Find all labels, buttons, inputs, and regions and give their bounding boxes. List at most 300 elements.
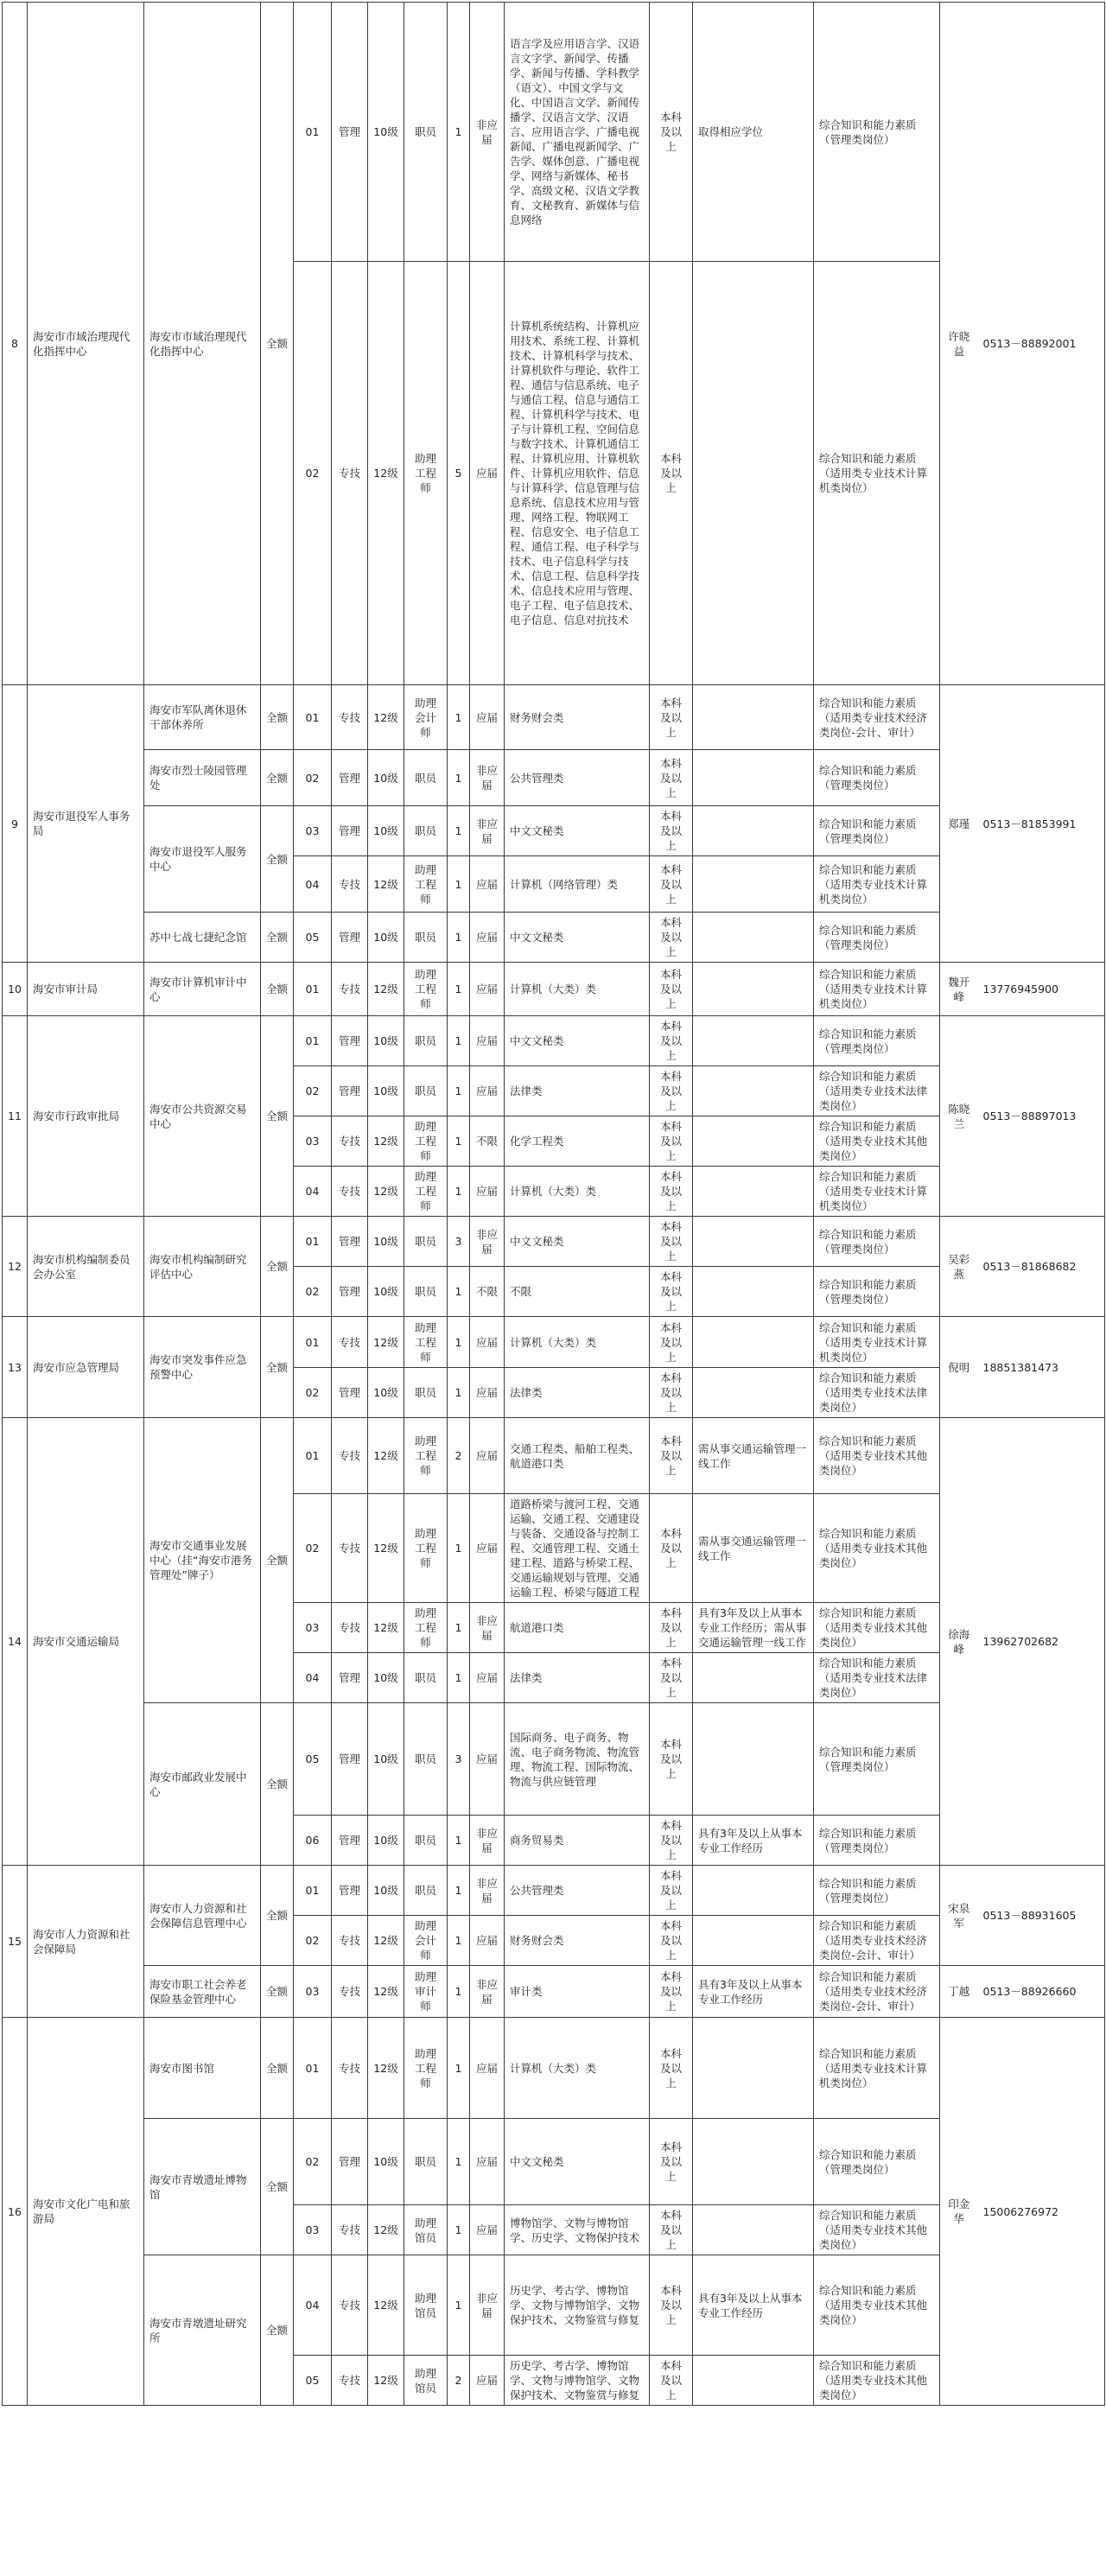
- category-cell: 管理: [332, 1217, 368, 1267]
- other-cell: [693, 963, 814, 1016]
- position-code-cell: 03: [294, 806, 332, 856]
- other-cell: [693, 1653, 814, 1703]
- title-cell: 职员: [404, 1016, 448, 1066]
- title-cell: 助理馆员: [404, 2356, 448, 2406]
- exam-cell: 综合知识和能力素质（管理类岗位）: [814, 1016, 940, 1066]
- major-cell: 审计类: [505, 1966, 650, 2018]
- category-cell: 管理: [332, 3, 368, 262]
- graduate-cell: 应届: [470, 685, 505, 750]
- title-cell: 职员: [404, 1816, 448, 1866]
- graduate-cell: 应届: [470, 963, 505, 1016]
- category-cell: 管理: [332, 750, 368, 806]
- position-code-cell: 03: [294, 1966, 332, 2018]
- unit-cell: 海安市青墩遗址博物馆: [144, 2119, 261, 2255]
- unit-cell: 海安市公共资源交易中心: [144, 1016, 261, 1217]
- grade-cell: 10级: [368, 913, 404, 963]
- major-cell: 中文文秘类: [505, 1217, 650, 1267]
- major-cell: 计算机（网络管理）类: [505, 856, 650, 913]
- contact-cell: 吴彩燕: [940, 1217, 978, 1317]
- major-cell: 化学工程类: [505, 1116, 650, 1167]
- exam-cell: 综合知识和能力素质（适用类专业技术经济类岗位-会计、审计）: [814, 1966, 940, 2018]
- position-code-cell: 02: [294, 1368, 332, 1418]
- table-row: [3, 913, 1105, 963]
- education-cell: 本科及以上: [650, 1816, 693, 1866]
- category-cell: 管理: [332, 1016, 368, 1066]
- seq-cell: 12: [3, 1217, 28, 1317]
- graduate-cell: 非应届: [470, 3, 505, 262]
- count-cell: 1: [448, 1016, 470, 1066]
- funding-cell: 全额: [261, 3, 294, 685]
- graduate-cell: 应届: [470, 1703, 505, 1816]
- category-cell: 管理: [332, 1703, 368, 1816]
- position-code-cell: 01: [294, 3, 332, 262]
- exam-cell: 综合知识和能力素质（适用类专业技术其他类岗位）: [814, 1116, 940, 1167]
- other-cell: 具有3年及以上从事本专业工作经历: [693, 1816, 814, 1866]
- exam-cell: 综合知识和能力素质（适用类专业技术其他类岗位）: [814, 2255, 940, 2356]
- category-cell: 专技: [332, 1966, 368, 2018]
- count-cell: 1: [448, 806, 470, 856]
- grade-cell: 10级: [368, 2119, 404, 2205]
- funding-cell: 全额: [261, 963, 294, 1016]
- major-cell: 财务财会类: [505, 685, 650, 750]
- exam-cell: 综合知识和能力素质（适用类专业技术经济类岗位-会计、审计）: [814, 1916, 940, 1966]
- unit-cell: 海安市军队离休退休干部休养所: [144, 685, 261, 750]
- seq-cell: 15: [3, 1866, 28, 2018]
- category-cell: 专技: [332, 1916, 368, 1966]
- funding-cell: 全额: [261, 913, 294, 963]
- title-cell: 助理工程师: [404, 963, 448, 1016]
- funding-cell: 全额: [261, 2119, 294, 2255]
- table-row: [3, 1866, 1105, 1916]
- title-cell: 职员: [404, 806, 448, 856]
- position-code-cell: 04: [294, 1167, 332, 1217]
- exam-cell: 综合知识和能力素质（适用类专业技术其他类岗位）: [814, 2356, 940, 2406]
- major-cell: 博物馆学、文物与博物馆学、历史学、文物保护技术: [505, 2205, 650, 2255]
- title-cell: 助理工程师: [404, 1116, 448, 1167]
- table-body: [3, 3, 1105, 2406]
- other-cell: [693, 2205, 814, 2255]
- position-code-cell: 01: [294, 1866, 332, 1916]
- count-cell: 1: [448, 1816, 470, 1866]
- graduate-cell: 应届: [470, 1066, 505, 1116]
- graduate-cell: 应届: [470, 1418, 505, 1494]
- other-cell: [693, 2119, 814, 2205]
- grade-cell: 12级: [368, 1116, 404, 1167]
- major-cell: 计算机（大类）类: [505, 1317, 650, 1368]
- count-cell: 1: [448, 1267, 470, 1317]
- major-cell: 中文文秘类: [505, 1016, 650, 1066]
- other-cell: [693, 913, 814, 963]
- title-cell: 助理馆员: [404, 2255, 448, 2356]
- title-cell: 职员: [404, 750, 448, 806]
- funding-cell: 全额: [261, 1317, 294, 1418]
- table-row: [3, 1016, 1105, 1066]
- exam-cell: 综合知识和能力素质（适用类专业技术法律类岗位）: [814, 1066, 940, 1116]
- graduate-cell: 应届: [470, 1317, 505, 1368]
- contact-cell: 印金华: [940, 2018, 978, 2406]
- grade-cell: 10级: [368, 750, 404, 806]
- exam-cell: 综合知识和能力素质（管理类岗位）: [814, 1703, 940, 1816]
- grade-cell: 12级: [368, 2205, 404, 2255]
- position-code-cell: 02: [294, 1916, 332, 1966]
- graduate-cell: 非应届: [470, 1816, 505, 1866]
- phone-cell: 13776945900: [978, 963, 1105, 1016]
- unit-cell: 海安市邮政业发展中心: [144, 1703, 261, 1866]
- major-cell: 计算机（大类）类: [505, 1167, 650, 1217]
- major-cell: 计算机系统结构、计算机应用技术、系统工程、计算机技术、计算机科学与技术、计算机软件与理论、软件工程、通信与信息系统、电子与通信工程、信息与通信工程、计算机科学与技术、电子与计算机工程、空间信息与数字技术、计算机通信工程、计算机应用、计算机软件、计算机应用软件、信息与计算科学、信息管理与信息系统、信息技术应用与管理、网络工程、物联网工程、信息安全、电子信息工程、通信工程、电子科学与技术、电子信息科学与技术、信息工程、信息科学技术、信息技术应用与管理、电子工程、电子信息技术、电子信息、信息对抗技术: [505, 262, 650, 685]
- category-cell: 专技: [332, 2356, 368, 2406]
- count-cell: 1: [448, 1167, 470, 1217]
- category-cell: 管理: [332, 1368, 368, 1418]
- seq-cell: 13: [3, 1317, 28, 1418]
- unit-cell: 海安市突发事件应急预警中心: [144, 1317, 261, 1418]
- phone-cell: 0513－88892001: [978, 3, 1105, 685]
- category-cell: 专技: [332, 856, 368, 913]
- phone-cell: 0513－81853991: [978, 685, 1105, 963]
- exam-cell: 综合知识和能力素质（管理类岗位）: [814, 1267, 940, 1317]
- grade-cell: 12级: [368, 1167, 404, 1217]
- graduate-cell: 应届: [470, 1494, 505, 1603]
- position-code-cell: 01: [294, 685, 332, 750]
- education-cell: 本科及以上: [650, 1317, 693, 1368]
- position-code-cell: 01: [294, 1016, 332, 1066]
- count-cell: 1: [448, 856, 470, 913]
- exam-cell: 综合知识和能力素质（适用类专业技术其他类岗位）: [814, 1494, 940, 1603]
- count-cell: 1: [448, 1916, 470, 1966]
- graduate-cell: 非应届: [470, 1217, 505, 1267]
- contact-cell: 宋泉军: [940, 1866, 978, 1966]
- education-cell: 本科及以上: [650, 1368, 693, 1418]
- education-cell: 本科及以上: [650, 1916, 693, 1966]
- department-cell: 海安市人力资源和社会保障局: [28, 1866, 144, 2018]
- category-cell: 管理: [332, 1816, 368, 1866]
- category-cell: 专技: [332, 1116, 368, 1167]
- education-cell: 本科及以上: [650, 1116, 693, 1167]
- category-cell: 专技: [332, 2205, 368, 2255]
- graduate-cell: 应届: [470, 2205, 505, 2255]
- position-code-cell: 01: [294, 1418, 332, 1494]
- grade-cell: 12级: [368, 1603, 404, 1653]
- education-cell: 本科及以上: [650, 3, 693, 262]
- graduate-cell: 非应届: [470, 1603, 505, 1653]
- count-cell: 1: [448, 750, 470, 806]
- title-cell: 助理工程师: [404, 1494, 448, 1603]
- major-cell: 中文文秘类: [505, 806, 650, 856]
- title-cell: 职员: [404, 3, 448, 262]
- position-code-cell: 03: [294, 1603, 332, 1653]
- funding-cell: 全额: [261, 1966, 294, 2018]
- major-cell: 计算机（大类）类: [505, 963, 650, 1016]
- position-code-cell: 01: [294, 963, 332, 1016]
- major-cell: 法律类: [505, 1653, 650, 1703]
- grade-cell: 12级: [368, 1317, 404, 1368]
- education-cell: 本科及以上: [650, 806, 693, 856]
- title-cell: 助理工程师: [404, 1603, 448, 1653]
- education-cell: 本科及以上: [650, 1066, 693, 1116]
- graduate-cell: 应届: [470, 2018, 505, 2119]
- other-cell: 具有3年及以上从事本专业工作经历: [693, 2255, 814, 2356]
- exam-cell: 综合知识和能力素质（适用类专业技术法律类岗位）: [814, 1368, 940, 1418]
- title-cell: 助理会计师: [404, 685, 448, 750]
- count-cell: 1: [448, 1866, 470, 1916]
- other-cell: [693, 1916, 814, 1966]
- title-cell: 职员: [404, 1368, 448, 1418]
- education-cell: 本科及以上: [650, 1494, 693, 1603]
- table-row: [3, 806, 1105, 856]
- other-cell: 需从事交通运输管理一线工作: [693, 1418, 814, 1494]
- grade-cell: 10级: [368, 1016, 404, 1066]
- education-cell: 本科及以上: [650, 1603, 693, 1653]
- grade-cell: 12级: [368, 685, 404, 750]
- exam-cell: 综合知识和能力素质（适用类专业技术其他类岗位）: [814, 1603, 940, 1653]
- education-cell: 本科及以上: [650, 1418, 693, 1494]
- phone-cell: 13962702682: [978, 1418, 1105, 1866]
- grade-cell: 10级: [368, 1368, 404, 1418]
- exam-cell: 综合知识和能力素质（管理类岗位）: [814, 806, 940, 856]
- graduate-cell: 非应届: [470, 1966, 505, 2018]
- other-cell: [693, 685, 814, 750]
- major-cell: 公共管理类: [505, 750, 650, 806]
- count-cell: 1: [448, 1116, 470, 1167]
- count-cell: 1: [448, 2018, 470, 2119]
- education-cell: 本科及以上: [650, 2119, 693, 2205]
- category-cell: 专技: [332, 1494, 368, 1603]
- count-cell: 1: [448, 2205, 470, 2255]
- education-cell: 本科及以上: [650, 1217, 693, 1267]
- exam-cell: 综合知识和能力素质（适用类专业技术计算机类岗位）: [814, 1317, 940, 1368]
- graduate-cell: 非应届: [470, 1866, 505, 1916]
- other-cell: 需从事交通运输管理一线工作: [693, 1494, 814, 1603]
- count-cell: 1: [448, 685, 470, 750]
- seq-cell: 11: [3, 1016, 28, 1217]
- position-code-cell: 02: [294, 1066, 332, 1116]
- phone-cell: 0513－88897013: [978, 1016, 1105, 1217]
- count-cell: 2: [448, 1418, 470, 1494]
- funding-cell: 全额: [261, 750, 294, 806]
- category-cell: 专技: [332, 1418, 368, 1494]
- grade-cell: 10级: [368, 1653, 404, 1703]
- other-cell: 具有3年及以上从事本专业工作经历；需从事交通运输管理一线工作: [693, 1603, 814, 1653]
- graduate-cell: 应届: [470, 1653, 505, 1703]
- table-row: [3, 685, 1105, 750]
- table-row: [3, 3, 1105, 262]
- title-cell: 助理工程师: [404, 1418, 448, 1494]
- major-cell: 航道港口类: [505, 1603, 650, 1653]
- major-cell: 公共管理类: [505, 1866, 650, 1916]
- category-cell: 管理: [332, 1066, 368, 1116]
- education-cell: 本科及以上: [650, 2255, 693, 2356]
- grade-cell: 12级: [368, 262, 404, 685]
- table-row: [3, 1317, 1105, 1368]
- position-code-cell: 06: [294, 1816, 332, 1866]
- contact-cell: 陈晓兰: [940, 1016, 978, 1217]
- exam-cell: 综合知识和能力素质（适用类专业技术计算机类岗位）: [814, 262, 940, 685]
- major-cell: 语言学及应用语言学、汉语言文字学、新闻学、传播学、新闻与传播、学科教学（语文）、中国文学与文化、中国语言文学、新闻传播学、汉语言文学、汉语言、应用语言学、广播电视新闻、广播电视新闻学、广告学、媒体创意、广播电视学、网络与新媒体、秘书学、高级文秘、汉语文学教育、文秘教育、新媒体与信息网络: [505, 3, 650, 262]
- major-cell: 中文文秘类: [505, 2119, 650, 2205]
- count-cell: 2: [448, 2356, 470, 2406]
- title-cell: 助理工程师: [404, 856, 448, 913]
- education-cell: 本科及以上: [650, 2018, 693, 2119]
- grade-cell: 10级: [368, 806, 404, 856]
- department-cell: 海安市退役军人事务局: [28, 685, 144, 963]
- graduate-cell: 应届: [470, 1368, 505, 1418]
- title-cell: 职员: [404, 1703, 448, 1816]
- exam-cell: 综合知识和能力素质（适用类专业技术计算机类岗位）: [814, 1167, 940, 1217]
- grade-cell: 10级: [368, 1217, 404, 1267]
- count-cell: 1: [448, 1368, 470, 1418]
- education-cell: 本科及以上: [650, 856, 693, 913]
- title-cell: 助理审计师: [404, 1966, 448, 2018]
- department-cell: 海安市行政审批局: [28, 1016, 144, 1217]
- unit-cell: 海安市青墩遗址研究所: [144, 2255, 261, 2406]
- exam-cell: 综合知识和能力素质（管理类岗位）: [814, 750, 940, 806]
- contact-cell: 倪明: [940, 1317, 978, 1418]
- grade-cell: 12级: [368, 2356, 404, 2406]
- education-cell: 本科及以上: [650, 262, 693, 685]
- count-cell: 1: [448, 1603, 470, 1653]
- unit-cell: 苏中七战七捷纪念馆: [144, 913, 261, 963]
- contact-cell: 丁越: [940, 1966, 978, 2018]
- graduate-cell: 应届: [470, 1916, 505, 1966]
- funding-cell: 全额: [261, 1217, 294, 1317]
- other-cell: 取得相应学位: [693, 3, 814, 262]
- position-code-cell: 03: [294, 1116, 332, 1167]
- title-cell: 职员: [404, 2119, 448, 2205]
- table-row: [3, 2018, 1105, 2119]
- other-cell: [693, 1116, 814, 1167]
- table-row: [3, 1217, 1105, 1267]
- graduate-cell: 应届: [470, 1167, 505, 1217]
- other-cell: [693, 1368, 814, 1418]
- position-code-cell: 05: [294, 2356, 332, 2406]
- contact-cell: 郑瑾: [940, 685, 978, 963]
- count-cell: 1: [448, 1494, 470, 1603]
- phone-cell: 15006276972: [978, 2018, 1105, 2406]
- graduate-cell: 应届: [470, 913, 505, 963]
- title-cell: 助理工程师: [404, 2018, 448, 2119]
- exam-cell: 综合知识和能力素质（适用类专业技术法律类岗位）: [814, 1653, 940, 1703]
- funding-cell: 全额: [261, 1866, 294, 1966]
- table-row: [3, 1966, 1105, 2018]
- education-cell: 本科及以上: [650, 1703, 693, 1816]
- count-cell: 1: [448, 2255, 470, 2356]
- title-cell: 职员: [404, 1217, 448, 1267]
- education-cell: 本科及以上: [650, 1016, 693, 1066]
- grade-cell: 12级: [368, 1916, 404, 1966]
- exam-cell: 综合知识和能力素质（适用类专业技术计算机类岗位）: [814, 856, 940, 913]
- seq-cell: 14: [3, 1418, 28, 1866]
- other-cell: 具有3年及以上从事本专业工作经历: [693, 1966, 814, 2018]
- grade-cell: 10级: [368, 1703, 404, 1816]
- contact-cell: 魏开峰: [940, 963, 978, 1016]
- other-cell: [693, 856, 814, 913]
- department-cell: 海安市机构编制委员会办公室: [28, 1217, 144, 1317]
- position-code-cell: 01: [294, 1217, 332, 1267]
- exam-cell: 综合知识和能力素质（管理类岗位）: [814, 1217, 940, 1267]
- seq-cell: 10: [3, 963, 28, 1016]
- recruitment-table: [2, 2, 1105, 2406]
- major-cell: 中文文秘类: [505, 913, 650, 963]
- other-cell: [693, 2018, 814, 2119]
- grade-cell: 12级: [368, 2018, 404, 2119]
- major-cell: 道路桥梁与渡河工程、交通运输、交通工程、交通建设与装备、交通设备与控制工程、交通管理工程、交通土建工程、道路与桥梁工程、交通运输规划与管理、交通运输工程、桥梁与隧道工程: [505, 1494, 650, 1603]
- count-cell: 1: [448, 1966, 470, 2018]
- position-code-cell: 01: [294, 1317, 332, 1368]
- title-cell: 助理工程师: [404, 262, 448, 685]
- grade-cell: 12级: [368, 2255, 404, 2356]
- exam-cell: 综合知识和能力素质（管理类岗位）: [814, 3, 940, 262]
- phone-cell: 0513－88931605: [978, 1866, 1105, 1966]
- education-cell: 本科及以上: [650, 913, 693, 963]
- title-cell: 助理工程师: [404, 1167, 448, 1217]
- funding-cell: 全额: [261, 2018, 294, 2119]
- major-cell: 历史学、考古学、博物馆学、文物与博物馆学、文物保护技术、文物鉴赏与修复: [505, 2255, 650, 2356]
- other-cell: [693, 1267, 814, 1317]
- table-row: [3, 750, 1105, 806]
- position-code-cell: 02: [294, 2119, 332, 2205]
- table-row: [3, 1418, 1105, 1494]
- position-code-cell: 05: [294, 1703, 332, 1816]
- count-cell: 1: [448, 1317, 470, 1368]
- department-cell: 海安市文化广电和旅游局: [28, 2018, 144, 2406]
- unit-cell: 海安市计算机审计中心: [144, 963, 261, 1016]
- position-code-cell: 01: [294, 2018, 332, 2119]
- other-cell: [693, 1066, 814, 1116]
- unit-cell: 海安市退役军人服务中心: [144, 806, 261, 913]
- table-row: [3, 2119, 1105, 2205]
- title-cell: 助理会计师: [404, 1916, 448, 1966]
- exam-cell: 综合知识和能力素质（管理类岗位）: [814, 1816, 940, 1866]
- major-cell: 计算机（大类）类: [505, 2018, 650, 2119]
- funding-cell: 全额: [261, 1703, 294, 1866]
- grade-cell: 12级: [368, 856, 404, 913]
- grade-cell: 10级: [368, 1866, 404, 1916]
- department-cell: 海安市交通运输局: [28, 1418, 144, 1866]
- education-cell: 本科及以上: [650, 963, 693, 1016]
- count-cell: 1: [448, 913, 470, 963]
- major-cell: 交通工程类、船舶工程类、航道港口类: [505, 1418, 650, 1494]
- major-cell: 法律类: [505, 1066, 650, 1116]
- other-cell: [693, 750, 814, 806]
- category-cell: 管理: [332, 806, 368, 856]
- unit-cell: 海安市烈士陵园管理处: [144, 750, 261, 806]
- seq-cell: 8: [3, 3, 28, 685]
- title-cell: 职员: [404, 1066, 448, 1116]
- category-cell: 专技: [332, 685, 368, 750]
- other-cell: [693, 1866, 814, 1916]
- position-code-cell: 02: [294, 750, 332, 806]
- position-code-cell: 02: [294, 262, 332, 685]
- category-cell: 管理: [332, 1866, 368, 1916]
- education-cell: 本科及以上: [650, 1866, 693, 1916]
- education-cell: 本科及以上: [650, 1267, 693, 1317]
- title-cell: 职员: [404, 1866, 448, 1916]
- title-cell: 职员: [404, 1653, 448, 1703]
- count-cell: 5: [448, 262, 470, 685]
- title-cell: 职员: [404, 1267, 448, 1317]
- major-cell: 不限: [505, 1267, 650, 1317]
- other-cell: [693, 262, 814, 685]
- graduate-cell: 应届: [470, 2356, 505, 2406]
- table-row: [3, 1703, 1105, 1816]
- education-cell: 本科及以上: [650, 1167, 693, 1217]
- funding-cell: 全额: [261, 806, 294, 913]
- education-cell: 本科及以上: [650, 2205, 693, 2255]
- graduate-cell: 应届: [470, 262, 505, 685]
- phone-cell: 18851381473: [978, 1317, 1105, 1418]
- unit-cell: 海安市图书馆: [144, 2018, 261, 2119]
- exam-cell: 综合知识和能力素质（适用类专业技术经济类岗位-会计、审计）: [814, 685, 940, 750]
